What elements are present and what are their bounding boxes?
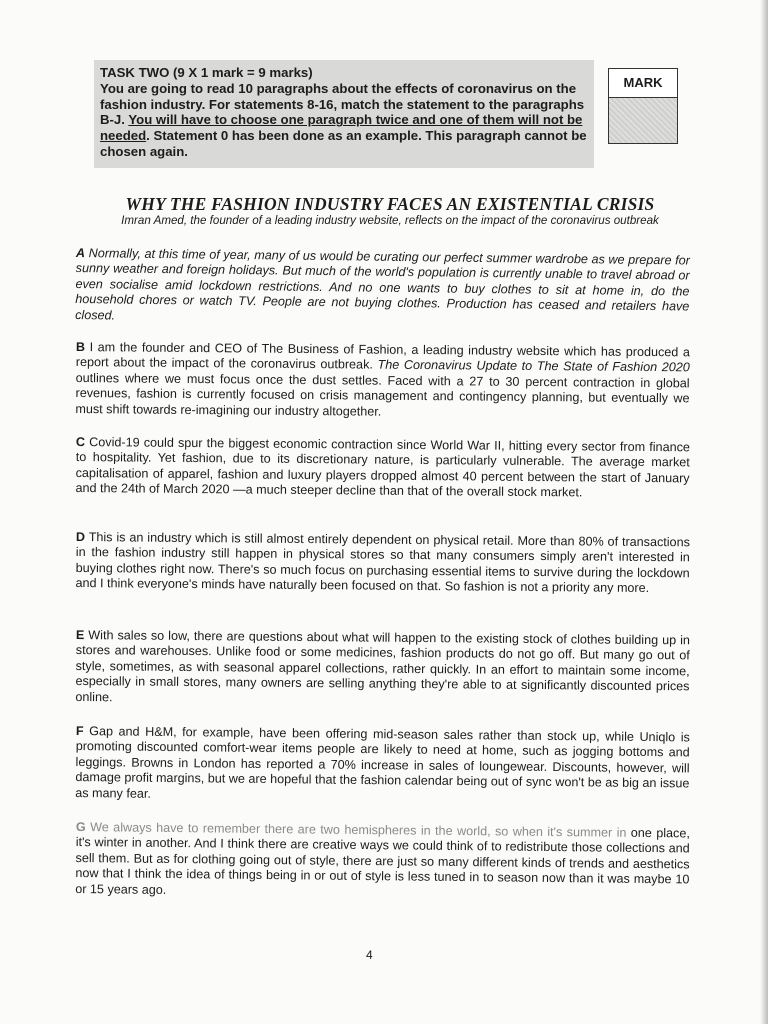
- task-line-2: . Statement 0 has been done as an example. This paragraph cannot be chosen again.: [100, 128, 587, 159]
- article-title: WHY THE FASHION INDUSTRY FACES AN EXISTENTIAL CRISIS: [125, 194, 655, 214]
- paragraph-letter: B: [75, 340, 86, 355]
- mark-score-area: [609, 98, 677, 143]
- paragraph-text: Normally, at this time of year, many of us would be curating our perfect summer wardrobe as we prepare for sunny weather and foreign holidays. But much of the world's population is currently unable to travel abroad or even socialise amid lockdown restrictions. And no one wants to buy clothes to sit at home in, do the household chores or watch TV. People are not buying clothes. Production has ceased and retailers have closed.: [75, 246, 690, 323]
- article-subtitle: Imran Amed, the founder of a leading industry website, reflects on the impact of the coronavirus outbreak: [121, 214, 659, 227]
- mark-label: MARK: [609, 69, 677, 98]
- paragraph-letter: F: [75, 724, 84, 739]
- paragraph-text-faint: We always have to remember there are two hemispheres in the world, so when it's summer in: [85, 820, 627, 840]
- paragraph-c: [75, 435, 690, 502]
- paragraph-letter: D: [75, 530, 86, 545]
- paragraph-letter: C: [75, 435, 86, 450]
- paragraph-text: one place, it's winter in another. And I think there are creative ways we could think of to redistribute those collections and sell them. But as for clothing going out of style, there are just so many different kinds of trends and aesthetics now that I think the idea of things being in or out of style is less tuned in to season now than it was maybe 10 or 15 years ago.: [75, 825, 690, 897]
- mark-box: [608, 68, 678, 144]
- task-line-1: You are going to read 10 paragraphs about the effects of coronavirus on the fashion industry. For statements 8-16, match the statement to the paragraphs B-J.: [100, 80, 585, 128]
- task-heading: TASK TWO (9 X 1 mark = 9 marks): [100, 65, 313, 80]
- paragraph-text: outlines where we must focus once the dust settles. Faced with a 27 to 30 percent contraction in global revenues, fashion is currently focused on crisis management and contingency planning, but eventually we must shift towards re-imagining our industry altogether.: [75, 370, 690, 419]
- paragraph-g: [75, 820, 690, 903]
- paragraph-text: Covid-19 could spur the biggest economic contraction since World War II, hitting every sector from finance to hospitality. Yet fashion, due to its discretionary nature, is particularly vulnerable. The average market capitalisation of apparel, fashion and luxury players dropped almost 40 percent between the start of January and the 24th of March 2020 —a much steeper decline than that of the overall stock market.: [75, 435, 690, 500]
- paragraph-b: [75, 340, 690, 422]
- paragraph-text: With sales so low, there are questions about what will happen to the existing stock of clothes building up in stores and warehouses. Unlike food or some medicines, fashion products do not go off. But many go out of style, sometimes, as with seasonal apparel collections, rather quickly. In an effort to maintain some income, especially in small stores, many owners are selling anything they're able to at significantly discounted prices online.: [75, 628, 690, 704]
- paragraph-e: [75, 628, 690, 710]
- paragraph-a: [75, 246, 690, 331]
- paragraph-d: [75, 530, 690, 597]
- report-title: The Coronavirus Update to The State of Fashion 2020: [377, 358, 690, 375]
- task-instructions-box: [94, 60, 594, 168]
- page-number: 4: [366, 948, 373, 962]
- scan-edge-shadow: [760, 0, 768, 1024]
- paragraph-letter: E: [75, 628, 85, 643]
- paragraph-text: Gap and H&M, for example, have been offering mid-season sales rather than stock up, while Uniqlo is promoting discounted comfort-wear items people are likely to need at home, such as jogging bottoms and leggings. Browns in London has reported a 70% increase in sales of loungewear. Discounts, however, will damage profit margins, but we are hopeful that the fashion calendar being out of sync won't be as big an issue as many fear.: [75, 724, 690, 801]
- paragraph-text: I am the founder and CEO of The Business of Fashion, a leading industry website which has produced a report about the impact of the coronavirus outbreak.: [75, 340, 690, 373]
- task-underlined-instruction: You will have to choose one paragraph twice and one of them will not be needed: [100, 112, 583, 144]
- paragraph-letter: A: [75, 246, 86, 261]
- paragraph-f: [75, 724, 690, 807]
- paragraph-text: This is an industry which is still almost entirely dependent on physical retail. More than 80% of transactions in the fashion industry still happen in physical stores so that many consumers simply aren't interested in buying clothes right now. There's so much focus on purchasing essential items to survive during the lockdown and I think everyone's minds have naturally been focused on that. So fashion is not a priority any more.: [75, 530, 690, 596]
- task-instructions: [100, 81, 588, 160]
- paragraph-letter: G: [75, 820, 86, 835]
